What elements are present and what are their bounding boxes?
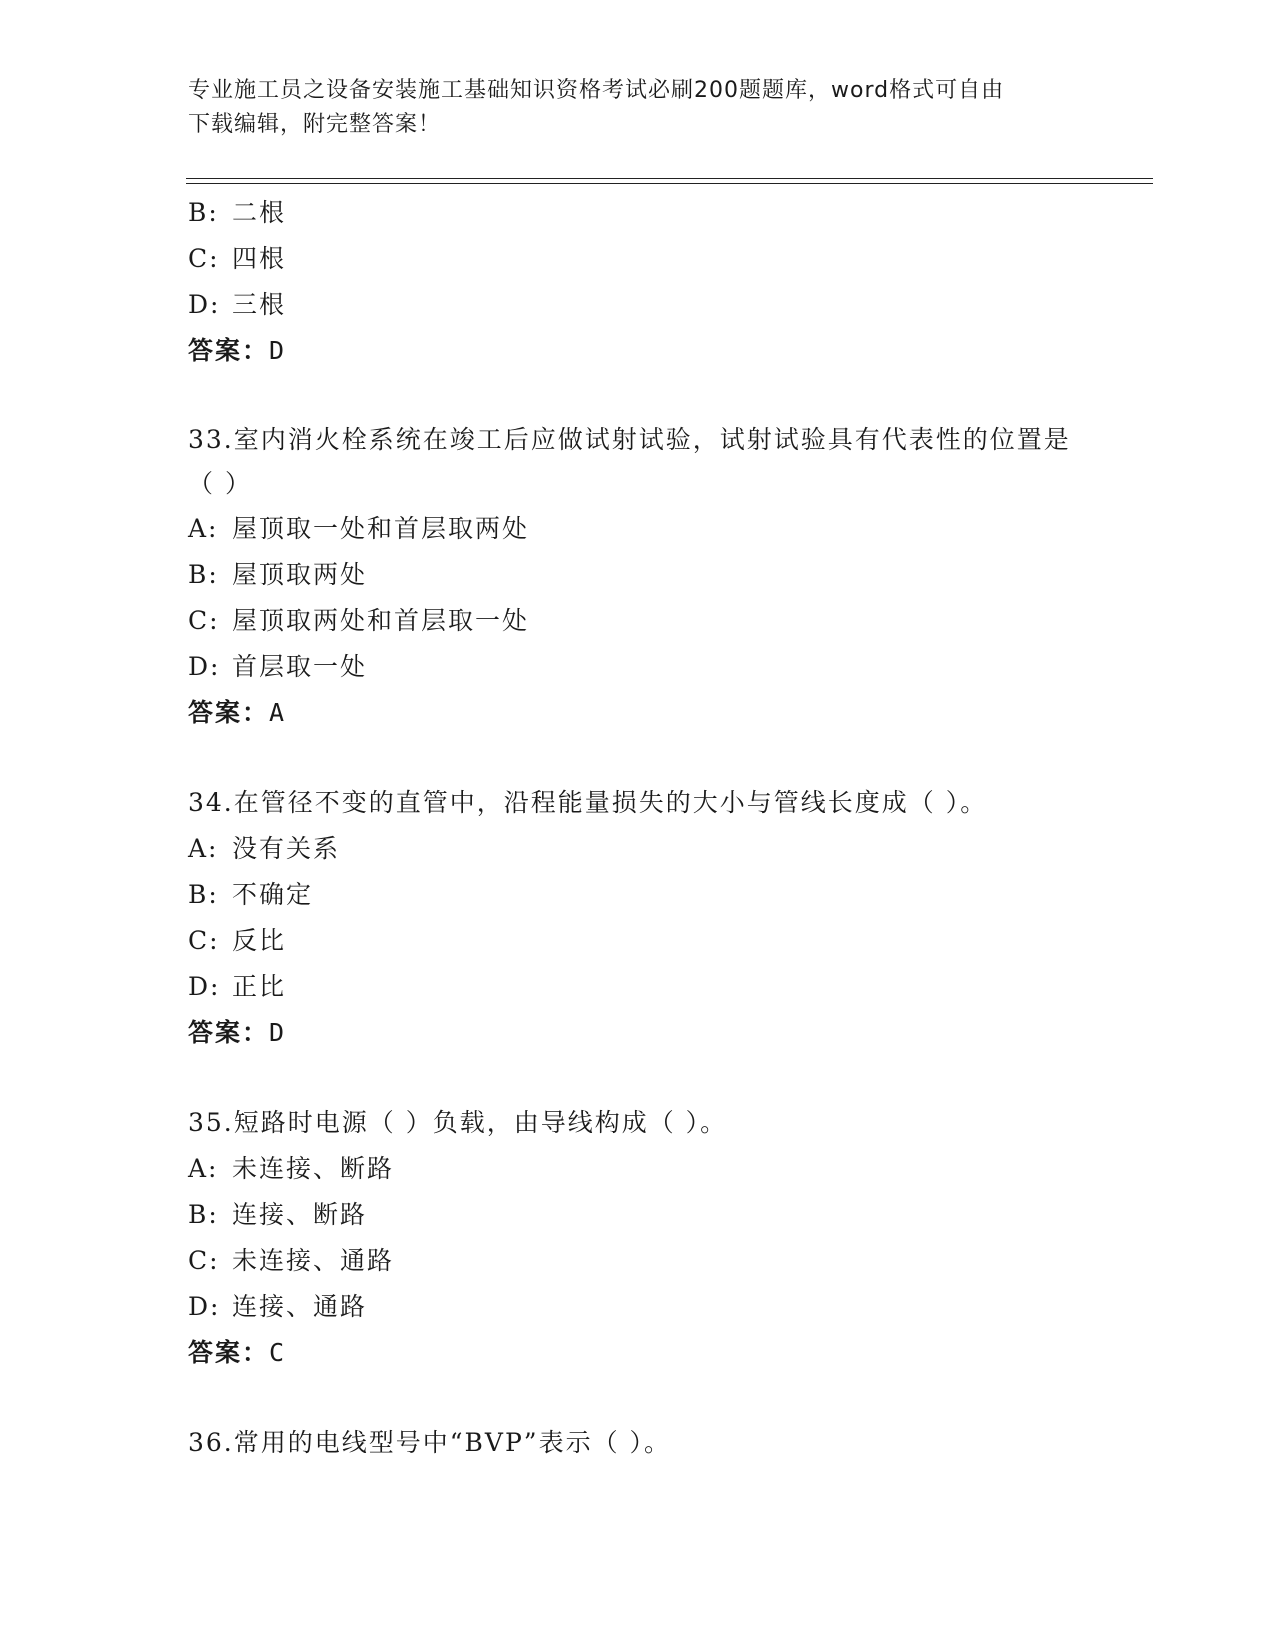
option-text: 连接、断路 xyxy=(232,1200,368,1229)
header-line-2: 下载编辑，附完整答案！ xyxy=(188,112,442,137)
question-stem: 34.在管径不变的直管中，沿程能量损失的大小与管线长度成（ ）。 xyxy=(188,788,988,817)
option-text: 二根 xyxy=(232,198,287,227)
answer-value: D xyxy=(269,336,287,365)
question-stem: 35.短路时电源（ ）负载，由导线构成（ ）。 xyxy=(188,1108,728,1137)
question-list xyxy=(188,190,1088,1466)
header-divider-top xyxy=(186,178,1153,179)
option-key: C: xyxy=(188,606,220,635)
option-key: A: xyxy=(188,1154,219,1183)
option xyxy=(188,1238,1088,1284)
answer-line xyxy=(188,690,1088,736)
answer-line xyxy=(188,328,1088,374)
answer-label: 答案： xyxy=(188,698,270,727)
option-text: 未连接、断路 xyxy=(232,1154,395,1183)
option-key: B: xyxy=(188,198,219,227)
question-35 xyxy=(188,1100,1088,1376)
answer-label: 答案： xyxy=(188,336,270,365)
option-text: 没有关系 xyxy=(232,834,341,863)
option-key: A: xyxy=(188,514,219,543)
option xyxy=(188,918,1088,964)
option xyxy=(188,598,1088,644)
header-divider-bottom xyxy=(186,183,1153,184)
answer-value: C xyxy=(269,1338,287,1367)
option-text: 四根 xyxy=(232,244,287,273)
document-header xyxy=(188,74,1088,142)
option xyxy=(188,644,1088,690)
answer-line xyxy=(188,1010,1088,1056)
option-key: B: xyxy=(188,1200,219,1229)
option-text: 不确定 xyxy=(232,880,314,909)
answer-value: A xyxy=(269,698,287,727)
option-key: D: xyxy=(188,652,221,681)
option-text: 连接、通路 xyxy=(232,1292,368,1321)
option xyxy=(188,826,1088,872)
option-text: 屋顶取两处 xyxy=(232,560,368,589)
option-key: B: xyxy=(188,880,219,909)
answer-line xyxy=(188,1330,1088,1376)
answer-value: D xyxy=(269,1018,287,1047)
option xyxy=(188,872,1088,918)
header-line-1: 专业施工员之设备安装施工基础知识资格考试必刷200题题库，word格式可自由 xyxy=(188,78,1005,103)
option-text: 屋顶取两处和首层取一处 xyxy=(232,606,530,635)
question-stem: 33.室内消火栓系统在竣工后应做试射试验，试射试验具有代表性的位置是（ ） xyxy=(188,425,1071,498)
option xyxy=(188,282,1088,328)
option-key: A: xyxy=(188,834,219,863)
option xyxy=(188,190,1088,236)
option xyxy=(188,552,1088,598)
option-text: 反比 xyxy=(232,926,287,955)
option-key: D: xyxy=(188,972,221,1001)
option-text: 三根 xyxy=(232,290,287,319)
option-key: C: xyxy=(188,926,220,955)
question-33 xyxy=(188,418,1088,736)
option xyxy=(188,1284,1088,1330)
option xyxy=(188,1192,1088,1238)
option-key: B: xyxy=(188,560,219,589)
answer-label: 答案： xyxy=(188,1338,270,1367)
question-34 xyxy=(188,780,1088,1056)
option xyxy=(188,236,1088,282)
option-key: D: xyxy=(188,290,221,319)
option xyxy=(188,964,1088,1010)
option-key: C: xyxy=(188,244,220,273)
option-text: 屋顶取一处和首层取两处 xyxy=(232,514,530,543)
continued-question xyxy=(188,190,1088,374)
option-key: C: xyxy=(188,1246,220,1275)
question-stem: 36.常用的电线型号中“BVP”表示（ ）。 xyxy=(188,1428,672,1457)
answer-label: 答案： xyxy=(188,1018,270,1047)
option-text: 首层取一处 xyxy=(232,652,368,681)
option-text: 正比 xyxy=(232,972,287,1001)
option xyxy=(188,506,1088,552)
option-key: D: xyxy=(188,1292,221,1321)
option-text: 未连接、通路 xyxy=(232,1246,395,1275)
question-36 xyxy=(188,1420,1088,1466)
option xyxy=(188,1146,1088,1192)
